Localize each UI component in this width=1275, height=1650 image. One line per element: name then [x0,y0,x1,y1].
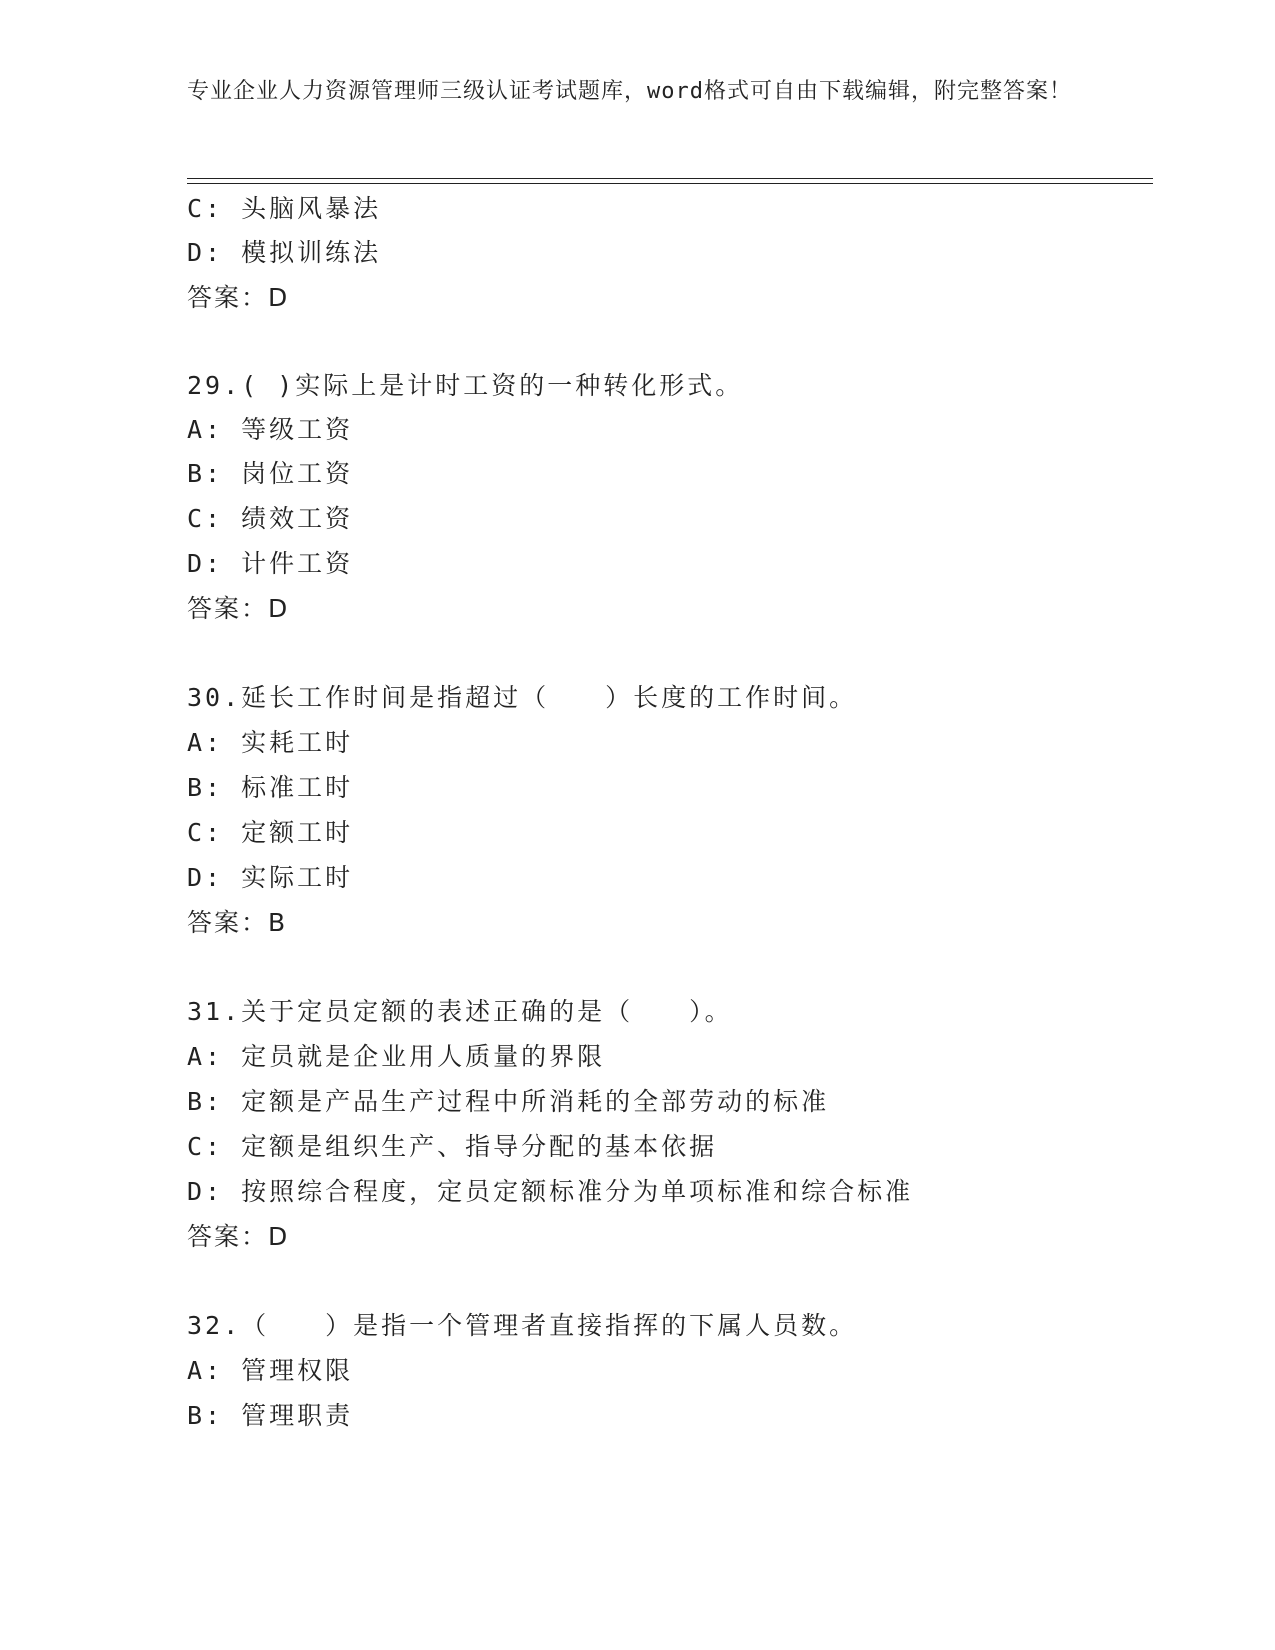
page-header: 专业企业人力资源管理师三级认证考试题库，word格式可自由下载编辑，附完整答案！ [187,79,1072,104]
answer-line: 答案：D [187,1222,290,1251]
option-line: B: 标准工时 [187,773,354,802]
option-line: C: 头脑风暴法 [187,194,382,223]
question-line: 31.关于定员定额的表述正确的是（ ）。 [187,997,733,1026]
question-line: 30.延长工作时间是指超过（ ）长度的工作时间。 [187,683,858,712]
answer-line: 答案：B [187,908,288,937]
header-rule-top [187,178,1153,179]
option-line: B: 岗位工资 [187,459,354,488]
option-line: B: 定额是产品生产过程中所消耗的全部劳动的标准 [187,1087,830,1116]
option-line: D: 计件工资 [187,549,354,578]
option-line: C: 定额是组织生产、指导分配的基本依据 [187,1132,718,1161]
option-line: D: 按照综合程度，定员定额标准分为单项标准和综合标准 [187,1177,914,1206]
answer-line: 答案：D [187,594,290,623]
option-line: C: 绩效工资 [187,504,354,533]
question-line: 29.( )实际上是计时工资的一种转化形式。 [187,371,744,400]
option-line: A: 实耗工时 [187,728,354,757]
option-line: A: 等级工资 [187,415,354,444]
option-line: A: 管理权限 [187,1356,354,1385]
answer-line: 答案：D [187,283,290,312]
question-line: 32.（ ）是指一个管理者直接指挥的下属人员数。 [187,1311,858,1340]
option-line: D: 实际工时 [187,863,354,892]
option-line: B: 管理职责 [187,1401,354,1430]
header-rule-bottom [187,183,1153,184]
option-line: D: 模拟训练法 [187,238,382,267]
option-line: C: 定额工时 [187,818,354,847]
option-line: A: 定员就是企业用人质量的界限 [187,1042,606,1071]
